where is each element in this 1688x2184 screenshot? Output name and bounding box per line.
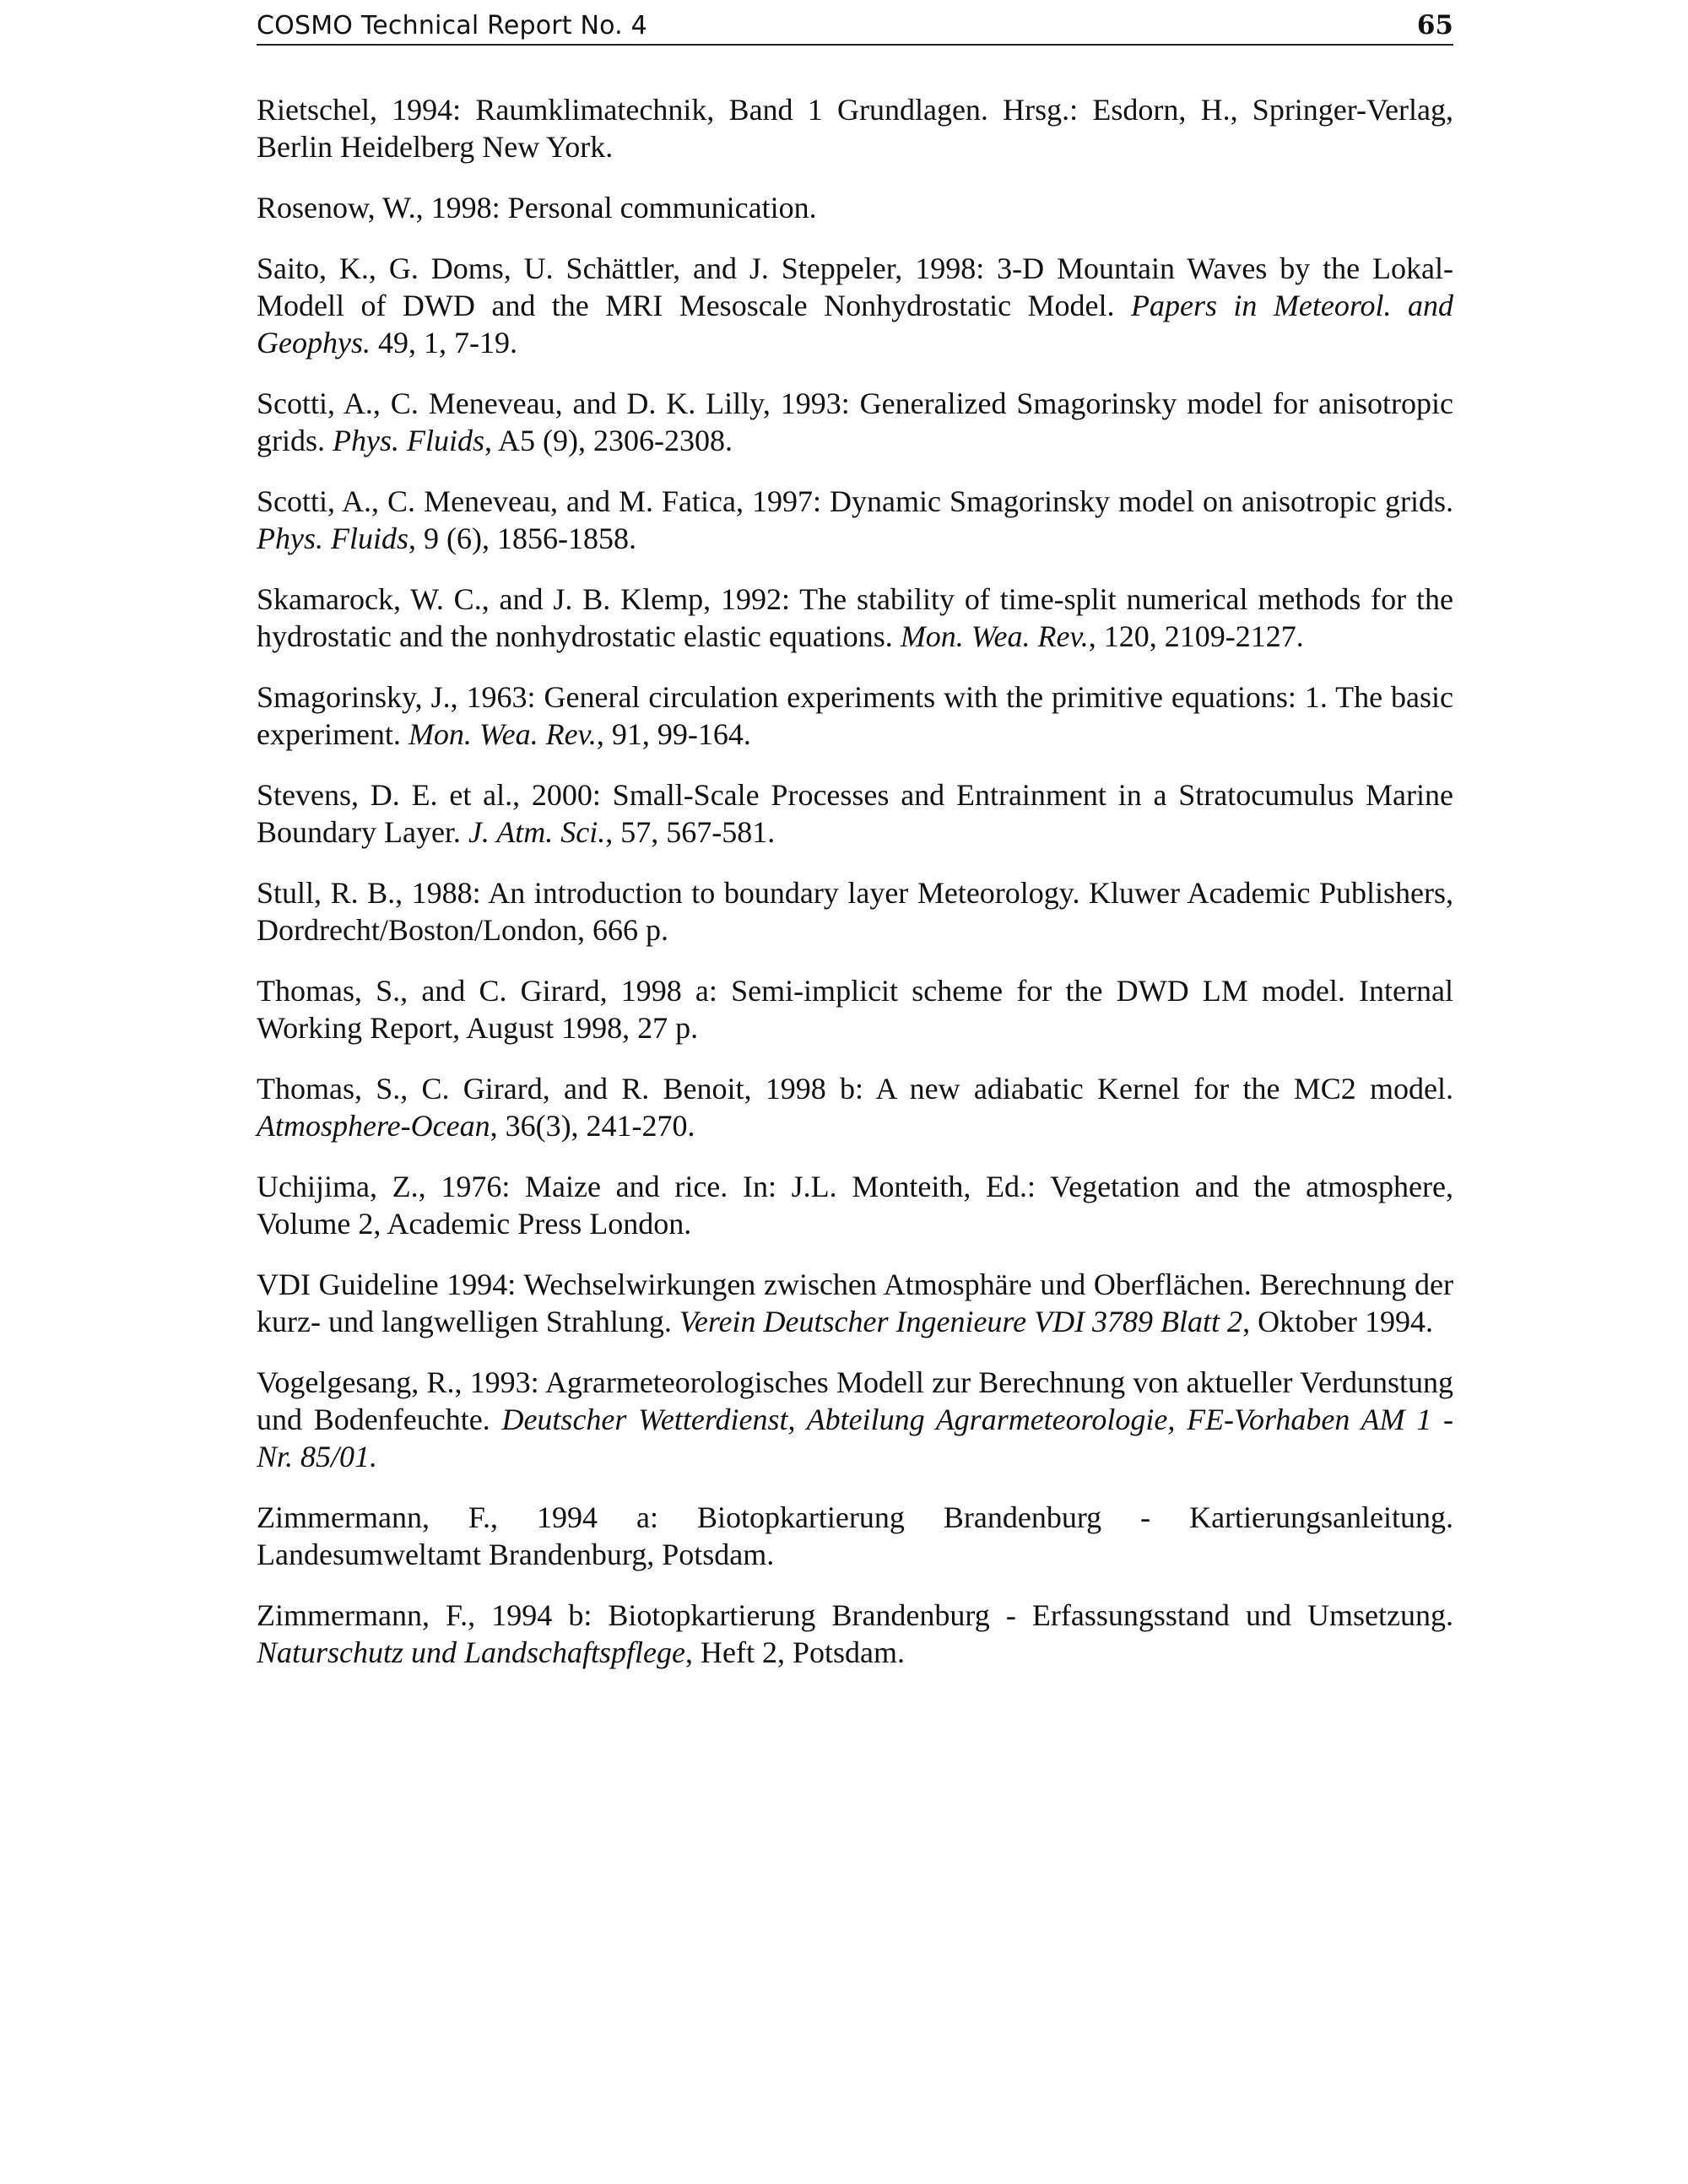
reference-text: Smagorinsky, J., 1963: General circulation experiments with the primitive equations: 1. The basic experiment.: [257, 680, 1453, 751]
reference-text: Zimmermann, F., 1994 a: Biotopkartierung Brandenburg - Kartierungsanleitung. Landesumweltamt Brandenburg, Potsdam.: [257, 1500, 1453, 1571]
journal-name: Mon. Wea. Rev.: [900, 619, 1089, 653]
report-title: COSMO Technical Report No. 4: [257, 10, 647, 41]
reference-text: Rietschel, 1994: Raumklimatechnik, Band 1 Grundlagen. Hrsg.: Esdorn, H., Springer-Verlag, Berlin Heidelberg New York.: [257, 93, 1453, 164]
reference-entry: [257, 1364, 1453, 1475]
running-header: [257, 7, 1453, 46]
reference-details: , Oktober 1994.: [1242, 1305, 1434, 1338]
reference-text: Stevens, D. E. et al., 2000: Small-Scale Processes and Entrainment in a Stratocumulus Marine Boundary Layer.: [257, 778, 1453, 849]
journal-name: Phys. Fluids: [257, 522, 408, 555]
reference-list: [257, 91, 1453, 1695]
reference-text: Skamarock, W. C., and J. B. Klemp, 1992: The stability of time-split numerical methods for the hydrostatic and the nonhydrostatic elastic equations.: [257, 582, 1453, 653]
reference-entry: [257, 776, 1453, 851]
reference-text: Scotti, A., C. Meneveau, and D. K. Lilly, 1993: Generalized Smagorinsky model for anisotropic grids.: [257, 387, 1453, 457]
reference-entry: [257, 1070, 1453, 1144]
reference-text: Scotti, A., C. Meneveau, and M. Fatica, 1997: Dynamic Smagorinsky model on anisotropic grids.: [257, 484, 1453, 518]
reference-details: , 91, 99-164.: [596, 717, 751, 751]
reference-entry: [257, 581, 1453, 655]
reference-text: Thomas, S., C. Girard, and R. Benoit, 1998 b: A new adiabatic Kernel for the MC2 model.: [257, 1072, 1453, 1106]
reference-details: , 57, 567-581.: [605, 815, 776, 849]
reference-text: Thomas, S., and C. Girard, 1998 a: Semi-implicit scheme for the DWD LM model. Internal Working Report, August 1998, 27 p.: [257, 974, 1453, 1045]
reference-details: , Heft 2, Potsdam.: [685, 1635, 905, 1669]
reference-entry: [257, 250, 1453, 361]
reference-text: Zimmermann, F., 1994 b: Biotopkartierung Brandenburg - Erfassungsstand und Umsetzung.: [257, 1598, 1453, 1632]
journal-name: Papers in Meteorol. and Geophys.: [257, 289, 1453, 359]
reference-text: Uchijima, Z., 1976: Maize and rice. In: J.L. Monteith, Ed.: Vegetation and the atmosphere, Volume 2, Academic Press London.: [257, 1170, 1453, 1241]
reference-entry: [257, 189, 1453, 226]
reference-entry: [257, 972, 1453, 1046]
reference-text: VDI Guideline 1994: Wechselwirkungen zwischen Atmosphäre und Oberflächen. Berechnung der kurz- und langwelligen Strahlung.: [257, 1268, 1453, 1338]
journal-name: Verein Deutscher Ingenieure VDI 3789 Blatt 2: [679, 1305, 1243, 1338]
journal-name: Deutscher Wetterdienst, Abteilung Agrarmeteorologie, FE-Vorhaben AM 1 -Nr. 85/01.: [257, 1403, 1453, 1473]
reference-details: , 9 (6), 1856-1858.: [408, 522, 636, 555]
reference-details: , 120, 2109-2127.: [1088, 619, 1304, 653]
reference-entry: [257, 874, 1453, 949]
reference-entry: [257, 1499, 1453, 1573]
reference-text: Stull, R. B., 1988: An introduction to boundary layer Meteorology. Kluwer Academic Publishers, Dordrecht/Boston/London, 666 p.: [257, 876, 1453, 947]
reference-entry: [257, 483, 1453, 557]
reference-details: 49, 1, 7-19.: [370, 326, 517, 359]
reference-details: , A5 (9), 2306-2308.: [484, 424, 733, 457]
reference-entry: [257, 678, 1453, 753]
journal-name: Atmosphere-Ocean: [257, 1109, 490, 1143]
page-number: 65: [1416, 10, 1453, 41]
journal-name: Mon. Wea. Rev.: [408, 717, 597, 751]
reference-text: Rosenow, W., 1998: Personal communication.: [257, 191, 817, 224]
reference-entry: [257, 1597, 1453, 1671]
journal-name: J. Atm. Sci.: [468, 815, 606, 849]
reference-details: , 36(3), 241-270.: [490, 1109, 695, 1143]
reference-entry: [257, 385, 1453, 459]
journal-name: Naturschutz und Landschaftspflege: [257, 1635, 686, 1669]
reference-entry: [257, 1168, 1453, 1242]
reference-text: Saito, K., G. Doms, U. Schättler, and J. Steppeler, 1998: 3-D Mountain Waves by the Lokal-Modell of DWD and the MRI Mesoscale Nonhydrostatic Model.: [257, 251, 1453, 322]
reference-entry: [257, 91, 1453, 165]
reference-text: Vogelgesang, R., 1993: Agrarmeteorologisches Modell zur Berechnung von aktueller Verdunstung und Bodenfeuchte.: [257, 1365, 1453, 1436]
journal-name: Phys. Fluids: [333, 424, 484, 457]
reference-entry: [257, 1266, 1453, 1340]
